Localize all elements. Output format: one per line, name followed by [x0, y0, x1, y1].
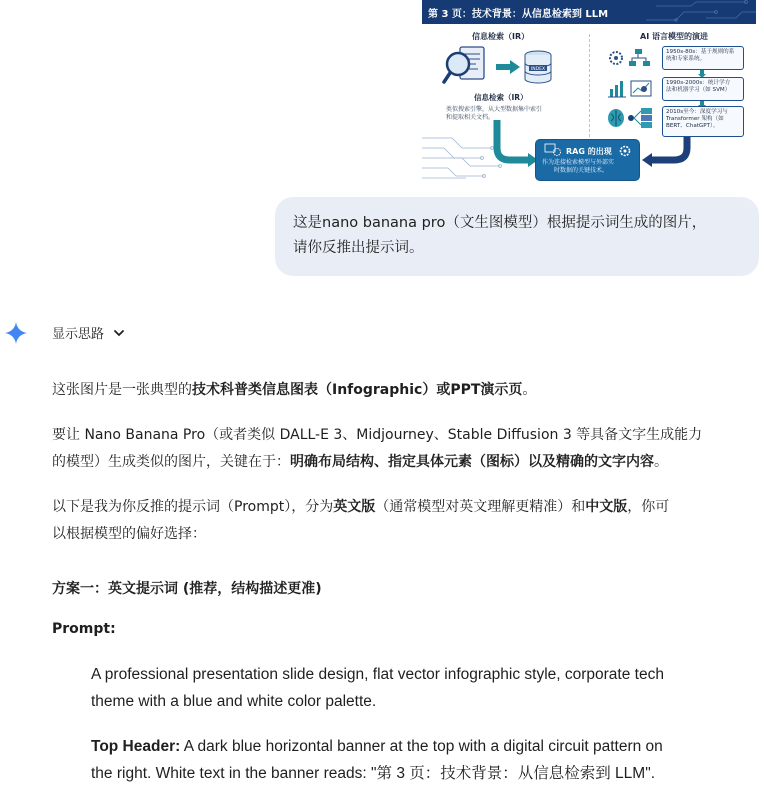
p1-text-a: 这张图片是一张典型的: [52, 382, 192, 398]
show-thinking-label: 显示思路: [52, 327, 105, 342]
p2-line-2: 的模型）生成类似的图片，关键在于：: [52, 454, 290, 470]
quote2-line-2: the right. White text in the banner reads: "第 3 页：技术背景：从信息检索到 LLM".: [91, 765, 656, 782]
chevron-down-icon: [113, 327, 125, 339]
index-label: INDEX: [530, 67, 546, 72]
slide-right-heading: AI 语言模型的演进: [640, 32, 708, 41]
response-paragraph-2: [52, 422, 752, 476]
bar-chart-icon: [607, 79, 655, 99]
step2-line1: 1990s-2000s：统计学方: [666, 80, 731, 86]
quote2-bold-label: Top Header:: [91, 738, 181, 755]
p3-text-c: （通常模型对英文理解更精准）和: [375, 499, 586, 515]
slide-left-subheading: 信息检索（IR）: [474, 93, 528, 102]
uploaded-slide-image[interactable]: [422, 0, 756, 186]
rag-desc-2: 时数据的关键技术。: [554, 167, 609, 174]
evolution-step-1: [662, 46, 744, 70]
user-message-line-2: 请你反推出提示词。: [293, 240, 424, 256]
prompt-quote-paragraph-2: [91, 733, 731, 787]
evolution-step-2: [662, 77, 744, 101]
p3-line-2: 以根据模型的偏好选择：: [52, 526, 206, 542]
rag-gear-icon: [544, 143, 562, 157]
p3-bold-chinese: 中文版: [585, 499, 628, 515]
quote2-line-1-rest: A dark blue horizontal banner at the top with a digital circuit pattern on: [180, 738, 663, 755]
step2-line2: 法和机器学习（如 SVM）: [666, 87, 731, 93]
magnifier-document-icon: [442, 44, 494, 88]
p3-bold-english: 英文版: [333, 499, 376, 515]
quote1-line-1: A professional presentation slide design, flat vector infographic style, corporate tech: [91, 666, 664, 683]
response-paragraph-1: [52, 377, 752, 404]
gemini-spark-icon: [5, 322, 27, 344]
user-message-bubble: [275, 197, 759, 276]
p2-bold: 明确布局结构、指定具体元素（图标）以及精确的文字内容: [290, 454, 654, 470]
p3-text-a: 以下是我为你反推的提示词（Prompt），分为: [52, 499, 334, 515]
option1-heading: 方案一：英文提示词 (推荐，结构描述更准): [52, 581, 322, 597]
show-thinking-toggle[interactable]: [52, 323, 125, 342]
slide-banner-title: 第 3 页：技术背景：从信息检索到 LLM: [428, 9, 609, 20]
step3-line1: 2010s至今：深度学习与: [666, 109, 728, 115]
response-paragraph-3: [52, 494, 752, 548]
step1-line1: 1950s-80s：基于规则的系: [666, 49, 735, 55]
step1-line2: 统和专家系统。: [666, 56, 706, 62]
rag-box: [535, 139, 640, 181]
slide-left-heading: 信息检索（IR）: [472, 32, 530, 41]
rag-title: RAG 的出现: [566, 147, 612, 156]
prompt-label: Prompt:: [52, 621, 116, 637]
slide-left-desc-1: 类似搜索引擎，从大型数据集中索引: [446, 106, 543, 113]
step3-line2: Transformer 架构（如: [666, 116, 724, 122]
p1-text-c: 。: [522, 382, 537, 398]
arrow-right-icon: [496, 60, 520, 74]
p3-text-e: ，你可: [627, 499, 670, 515]
gear-icon: [618, 144, 632, 158]
slide-left-desc-2: 和提取相关文档。: [446, 114, 495, 121]
database-icon: [523, 50, 553, 84]
gear-network-icon: [607, 48, 655, 68]
step3-line3: BERT、ChatGPT）。: [666, 123, 719, 129]
prompt-quote-paragraph-1: [91, 661, 731, 715]
circuit-pattern-icon: [636, 0, 756, 24]
p1-bold: 技术科普类信息图表（Infographic）或PPT演示页: [192, 382, 523, 398]
user-message-line-1: 这是nano banana pro（文生图模型）根据提示词生成的图片，: [293, 215, 707, 231]
rag-desc-1: 作为连接检索模型与外部实: [542, 159, 615, 166]
p2-text-c: 。: [654, 454, 668, 470]
quote1-line-2: theme with a blue and white color palette.: [91, 693, 377, 710]
slide-banner: [422, 0, 756, 24]
p2-line-1: 要让 Nano Banana Pro（或者类似 DALL-E 3、Midjourney、Stable Diffusion 3 等具备文字生成能力: [52, 427, 703, 443]
